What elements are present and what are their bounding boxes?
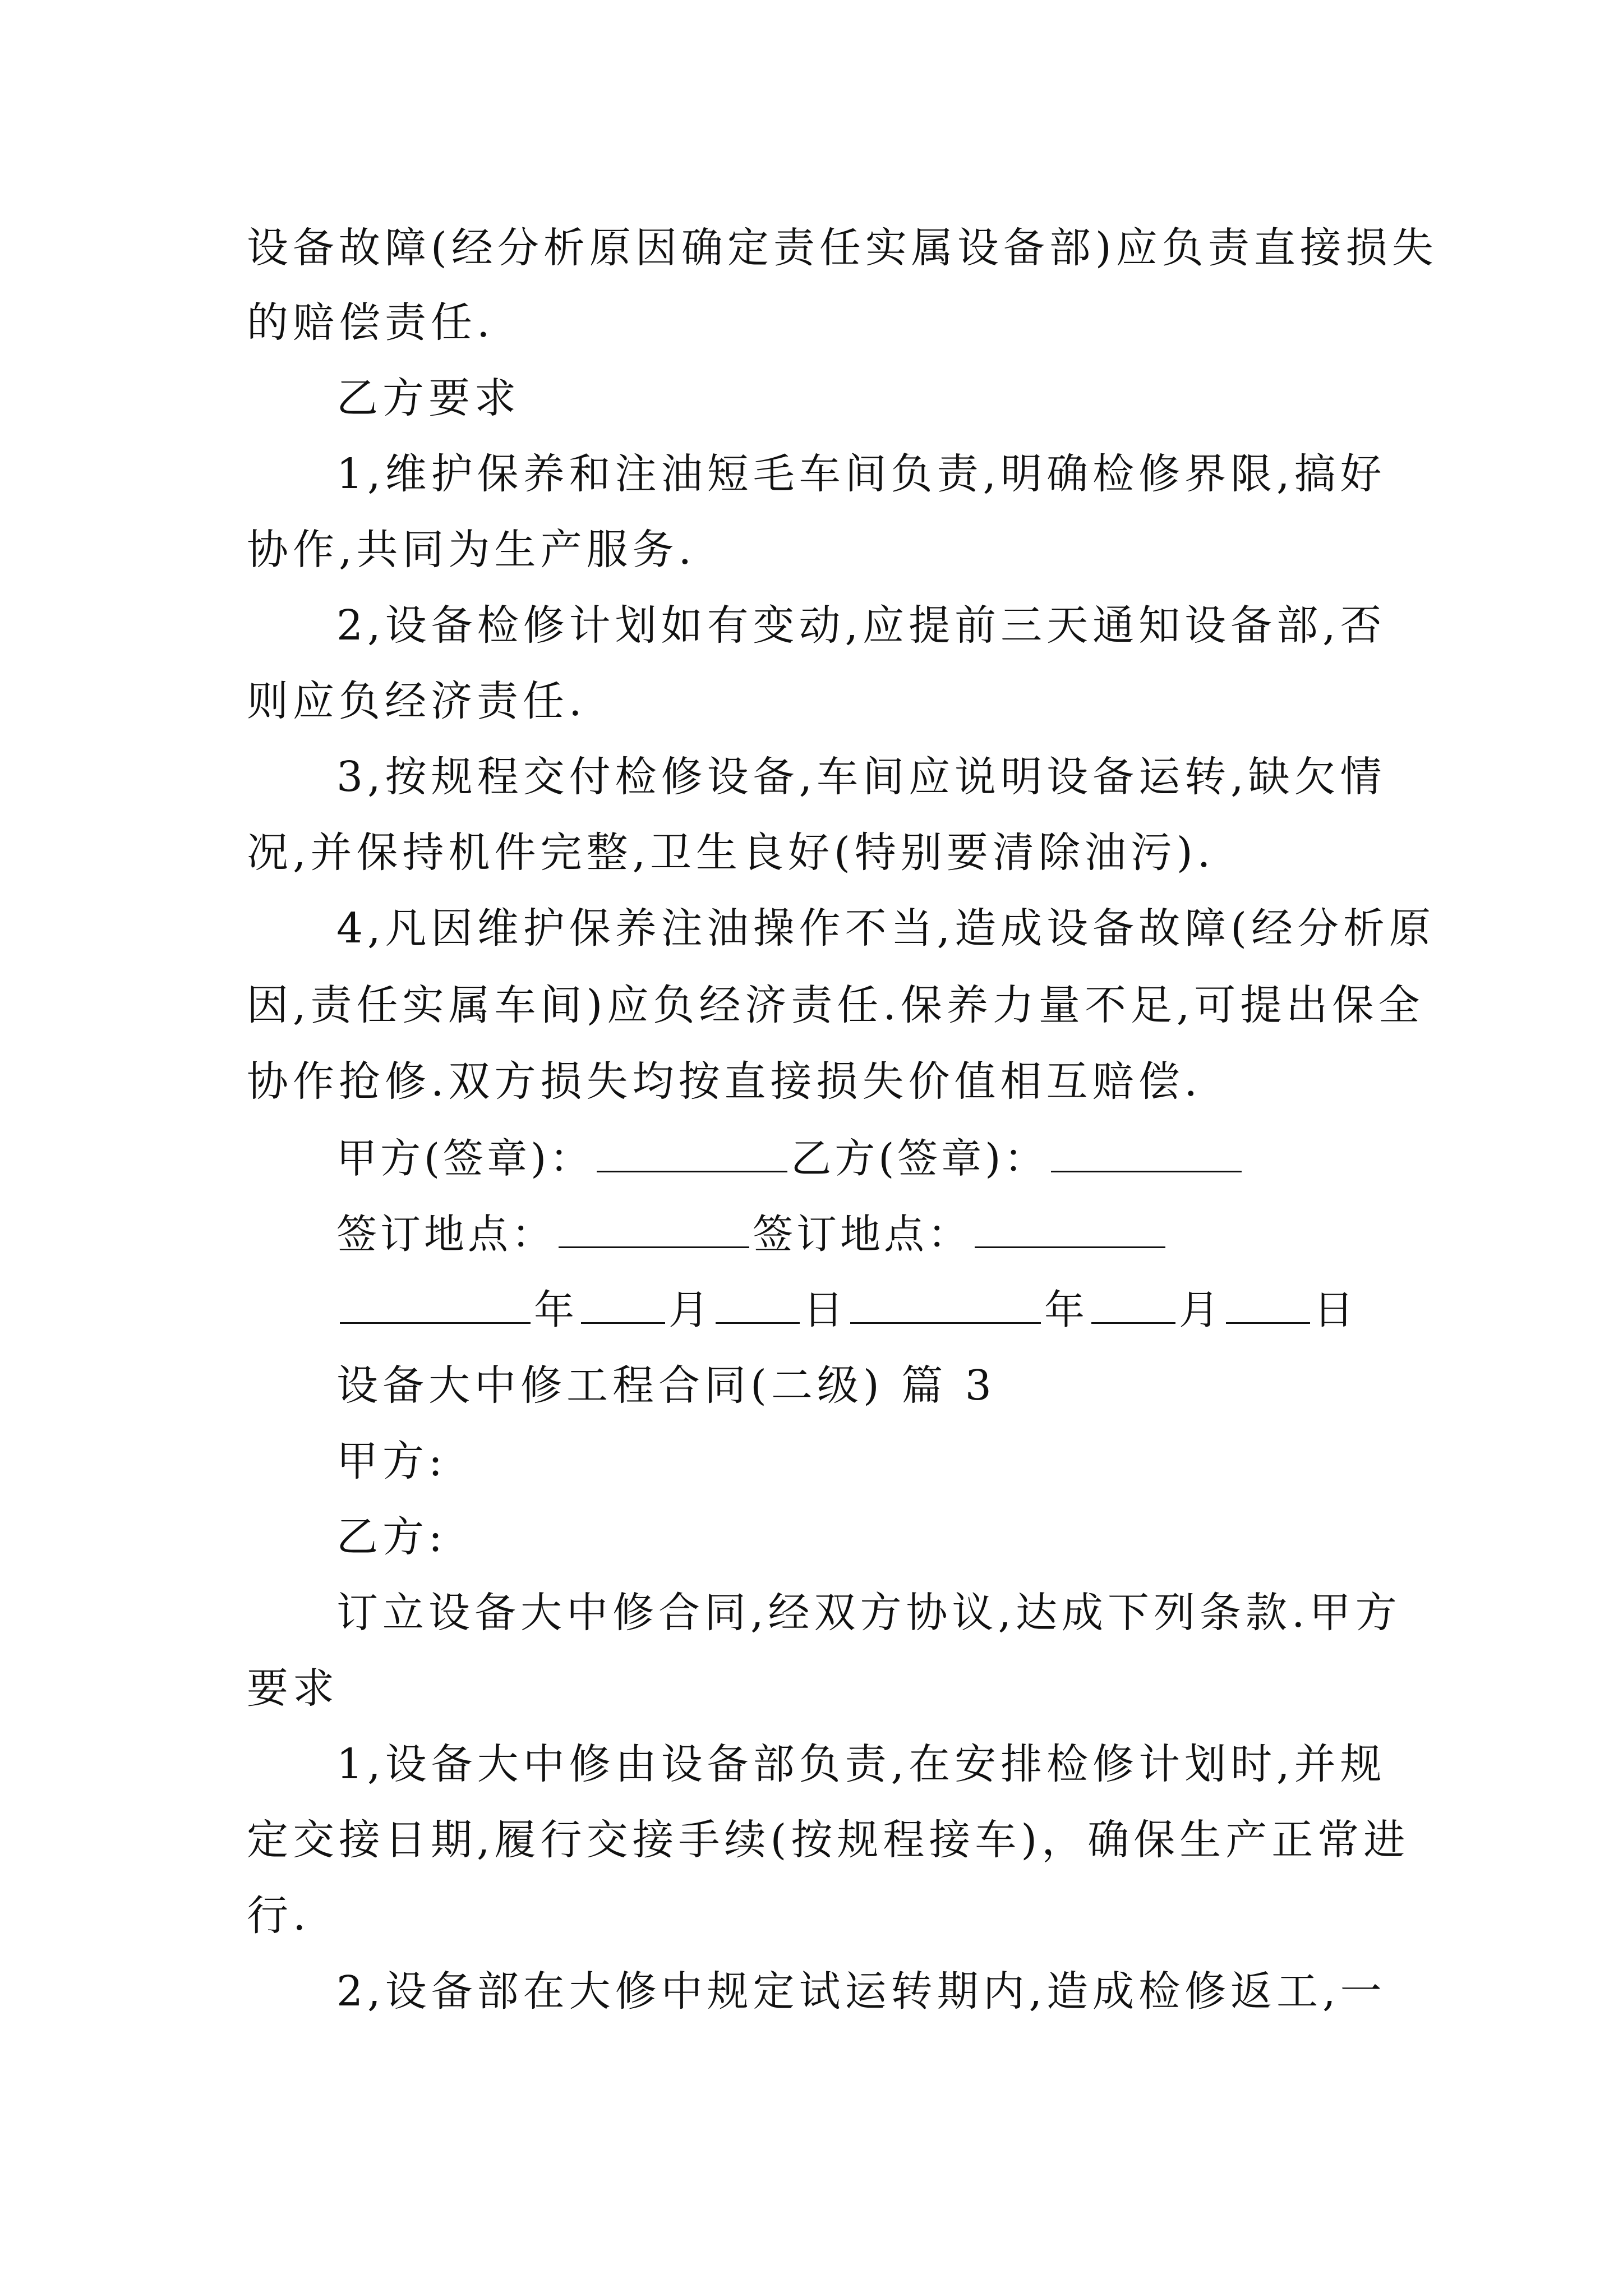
paragraph-line: 要求 xyxy=(247,1664,339,1713)
section-title: 设备大中修工程合同(二级) 篇 3 xyxy=(336,1361,996,1410)
list-item: 2,设备部在大修中规定试运转期内,造成检修返工,一 xyxy=(336,1967,1386,2016)
paragraph-line: 的赔偿责任. xyxy=(247,298,495,347)
year-label: 年 xyxy=(534,1286,578,1333)
month-label: 月 xyxy=(668,1286,713,1333)
signing-place-label: 签订地点： xyxy=(753,1211,972,1258)
place-blank xyxy=(975,1207,1165,1248)
signature-blank xyxy=(1051,1131,1242,1172)
day-blank xyxy=(716,1283,800,1324)
party-b-signature-label: 乙方(签章)： xyxy=(791,1135,1048,1182)
paragraph-line: 则应负经济责任. xyxy=(247,677,587,725)
list-item: 2,设备检修计划如有变动,应提前三天通知设备部,否 xyxy=(336,601,1386,650)
day-blank xyxy=(1226,1283,1310,1324)
year-label: 年 xyxy=(1044,1286,1089,1333)
month-blank xyxy=(581,1283,665,1324)
paragraph-line: 定交接日期,履行交接手续(按规程接车)，确保生产正常进 xyxy=(247,1816,1410,1864)
date-line xyxy=(336,1282,1357,1338)
paragraph-line: 设备故障(经分析原因确定责任实属设备部)应负责直接损失 xyxy=(247,224,1438,272)
signature-line xyxy=(336,1130,1245,1186)
paragraph-line: 况,并保持机件完整,卫生良好(特别要清除油污). xyxy=(247,829,1215,877)
party-a-label: 甲方: xyxy=(336,1437,447,1485)
section-heading: 乙方要求 xyxy=(336,374,520,422)
paragraph-line: 因,责任实属车间)应负经济责任.保养力量不足,可提出保全 xyxy=(247,981,1424,1029)
paragraph-line: 协作抢修.双方损失均按直接损失价值相互赔偿. xyxy=(247,1057,1202,1106)
list-item: 1,维护保养和注油短毛车间负责,明确检修界限,搞好 xyxy=(336,450,1386,498)
place-blank xyxy=(559,1207,749,1248)
signature-blank xyxy=(597,1131,787,1172)
signing-place-label: 签订地点： xyxy=(336,1211,556,1258)
list-item: 3,按规程交付检修设备,车间应说明设备运转,缺欠情 xyxy=(336,753,1386,801)
month-label: 月 xyxy=(1179,1286,1223,1333)
year-blank xyxy=(340,1283,531,1324)
paragraph-line: 行. xyxy=(247,1892,311,1940)
day-label: 日 xyxy=(803,1286,847,1333)
place-line xyxy=(336,1206,1169,1262)
party-b-label: 乙方: xyxy=(336,1513,447,1561)
party-a-signature-label: 甲方(签章)： xyxy=(336,1135,594,1182)
day-label: 日 xyxy=(1313,1286,1358,1333)
year-blank xyxy=(850,1283,1041,1324)
month-blank xyxy=(1091,1283,1175,1324)
paragraph-line: 订立设备大中修合同,经双方协议,达成下列条款.甲方 xyxy=(336,1589,1401,1637)
list-item: 1,设备大中修由设备部负责,在安排检修计划时,并规 xyxy=(336,1740,1386,1788)
paragraph-line: 协作,共同为生产服务. xyxy=(247,526,697,574)
list-item: 4,凡因维护保养注油操作不当,造成设备故障(经分析原 xyxy=(336,904,1435,953)
